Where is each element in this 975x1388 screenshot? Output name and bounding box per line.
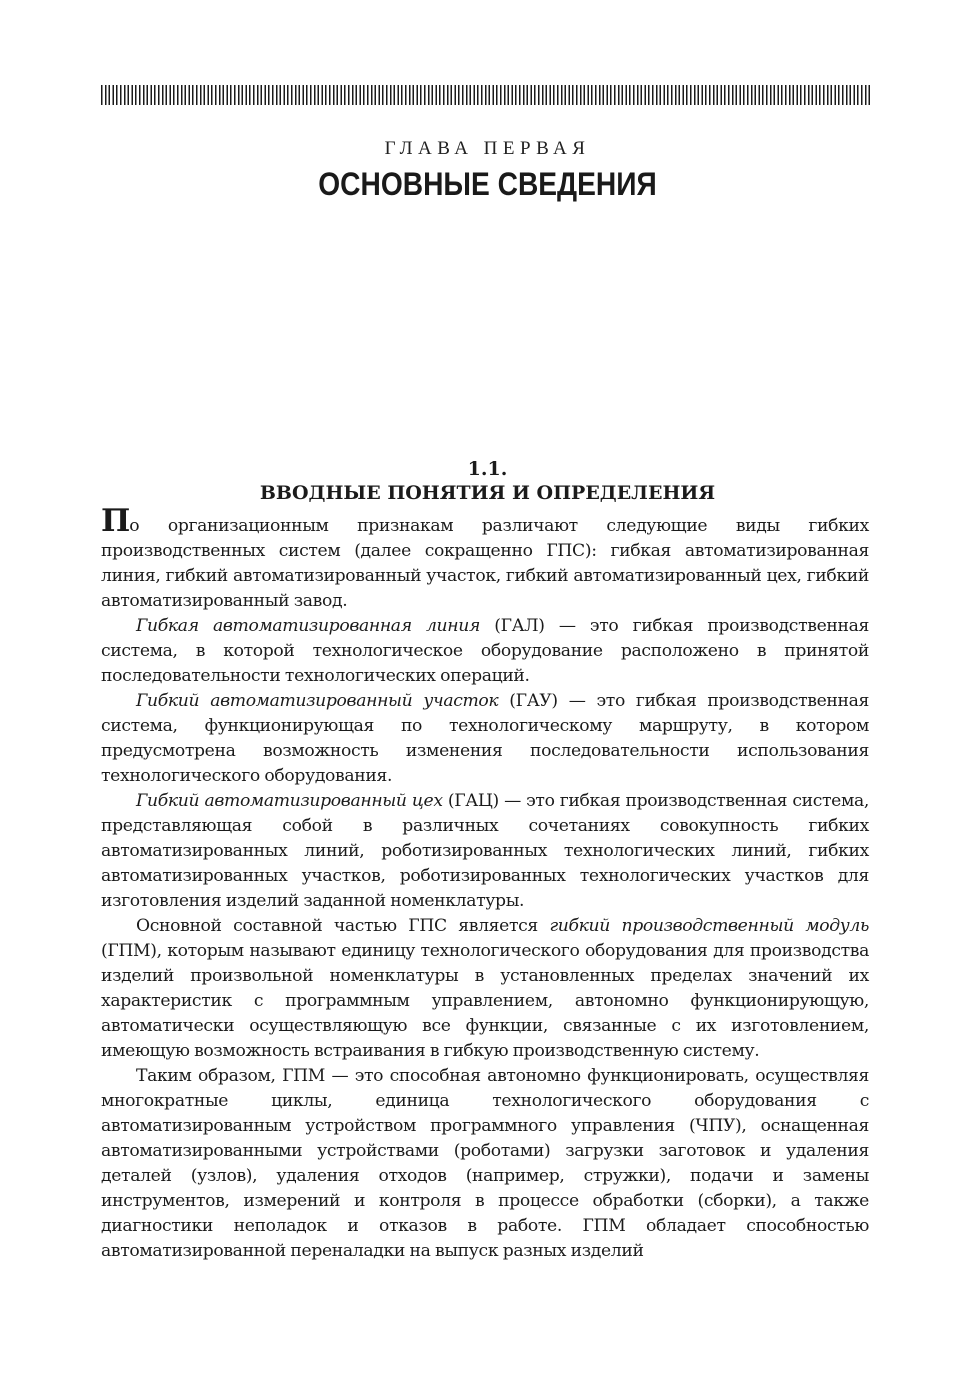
- paragraph: [101, 689, 869, 789]
- term: Гибкая автоматизированная линия: [136, 616, 480, 636]
- paragraph-text: (ГАУ) — это гибкая производственная система, функционирующая по технологическому маршруту, в котором предусмотрена возможность изменения последовательности использования технологического оборудования.: [101, 691, 870, 786]
- paragraph-text: Таким образом, ГПМ — это способная автономно функционировать, осуществляя многократные циклы, единица технологического оборудования с автоматизированным устройством программного управления (ЧПУ), оснащенная автоматизированными устройствами (роботами) загрузки заготовок и удаления деталей (узлов), удаления отходов (например, стружки), подачи и замены инструментов, измерений и контроля в процессе обработки (сборки), а также диагностики неполадок и отказов в работе. ГПМ обладает способностью автоматизированной переналадки на выпуск разных изделий: [101, 1066, 869, 1261]
- section-title: ВВОДНЫЕ ПОНЯТИЯ И ОПРЕДЕЛЕНИЯ: [259, 482, 716, 504]
- drop-cap: П: [101, 503, 130, 539]
- section-number: 1.1.: [467, 458, 508, 480]
- term: гибкий производственный модуль: [549, 916, 869, 936]
- paragraph: [101, 914, 869, 1064]
- chapter-header-rule: [101, 85, 871, 105]
- paragraph-text: (ГАЛ) — это гибкая производственная система, в которой технологическое оборудование расположено в принятой последовательности технологических операций.: [101, 616, 869, 686]
- paragraph: [101, 503, 869, 614]
- term: Гибкий автоматизированный участок: [136, 691, 499, 711]
- paragraph-text: Основной составной частью ГПС является: [136, 916, 550, 936]
- paragraph-text: (ГПМ), которым называют единицу технологического оборудования для производства изделий произвольной номенклатуры в установленных пределах значений их характеристик с программным управлением, автономно функционирующую, автоматически осуществляющую все функции, связанные с их изготовлением, имеющую возможность встраивания в гибкую производственную систему.: [101, 941, 869, 1061]
- chapter-label: ГЛАВА ПЕРВАЯ: [384, 138, 591, 159]
- chapter-title: ОСНОВНЫЕ СВЕДЕНИЯ: [318, 166, 657, 202]
- paragraph-text: о организационным признакам различают следующие виды гибких производственных систем (далее сокращенно ГПС): гибкая автоматизированная линия, гибкий автоматизированный участок, гибкий автоматизированный цех, гибкий автоматизированный завод.: [101, 516, 869, 611]
- paragraph: [101, 614, 869, 689]
- paragraph: [101, 789, 869, 914]
- paragraph-text: (ГАЦ) — это гибкая производственная система, представляющая собой в различных сочетаниях совокупность гибких автоматизированных линий, роботизированных технологических линий, гибких автоматизированных участков, роботизированных технологических участков для изготовления изделий заданной номенклатуры.: [101, 791, 870, 911]
- paragraph: [101, 1064, 869, 1264]
- term: Гибкий автоматизированный цех: [136, 791, 443, 811]
- body-text: [101, 503, 870, 1264]
